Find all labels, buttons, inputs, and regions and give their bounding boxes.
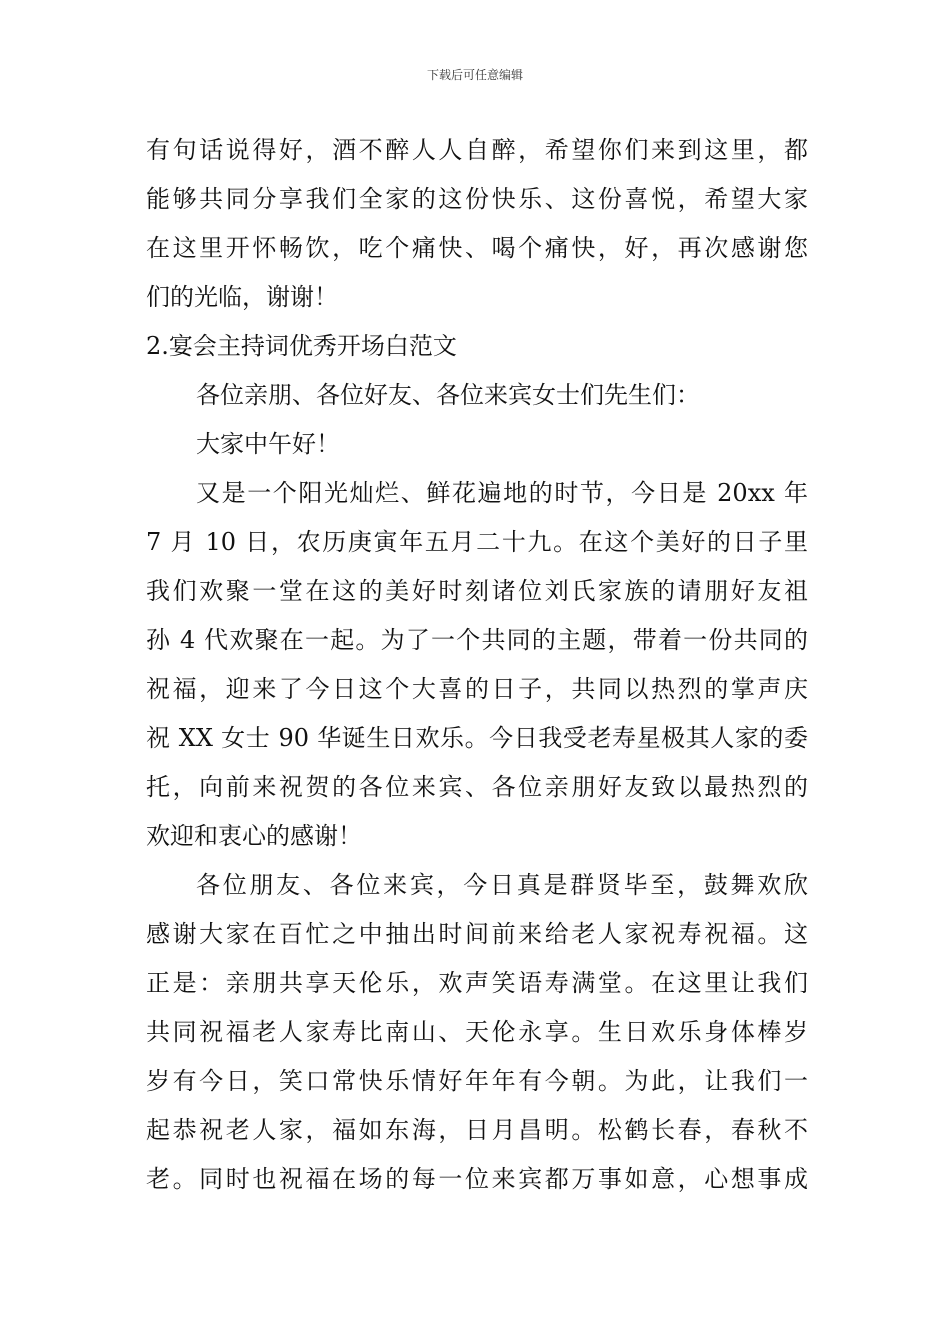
greeting: 大家中午好！ — [196, 430, 340, 458]
header-note: 下载后可任意编辑 — [426, 68, 523, 82]
text-line: 7 月 10 日，农历庚寅年五月二十九。在这个美好的日子里 — [146, 528, 808, 556]
text-line: 祝 XX 女士 90 华诞生日欢乐。今日我受老寿星极其人家的委 — [146, 724, 808, 752]
text-line: 正是：亲朋共享天伦乐，欢声笑语寿满堂。在这里让我们 — [146, 969, 808, 997]
text-line: 在这里开怀畅饮，吃个痛快、喝个痛快，好，再次感谢您 — [146, 234, 808, 262]
document-body — [146, 126, 808, 1204]
text-line: 欢迎和衷心的感谢！ — [146, 822, 362, 850]
text-line: 感谢大家在百忙之中抽出时间前来给老人家祝寿祝福。这 — [146, 920, 808, 948]
text-line: 各位朋友、各位来宾，今日真是群贤毕至，鼓舞欢欣 — [196, 871, 808, 899]
salutation: 各位亲朋、各位好友、各位来宾女士们先生们： — [196, 381, 700, 409]
text-line: 有句话说得好，酒不醉人人自醉，希望你们来到这里，都 — [146, 136, 808, 164]
text-line: 我们欢聚一堂在这的美好时刻诸位刘氏家族的请朋好友祖 — [146, 577, 808, 605]
text-line: 孙 4 代欢聚在一起。为了一个共同的主题，带着一份共同的 — [146, 626, 808, 654]
text-line: 能够共同分享我们全家的这份快乐、这份喜悦，希望大家 — [146, 185, 808, 213]
text-line: 又是一个阳光灿烂、鲜花遍地的时节，今日是 20xx 年 — [196, 479, 808, 507]
text-line: 们的光临，谢谢！ — [146, 283, 338, 311]
text-line: 起恭祝老人家，福如东海，日月昌明。松鹤长春，春秋不 — [146, 1116, 808, 1144]
text-line: 托，向前来祝贺的各位来宾、各位亲朋好友致以最热烈的 — [146, 773, 808, 801]
text-line: 老。同时也祝福在场的每一位来宾都万事如意，心想事成 — [146, 1165, 808, 1193]
text-line: 岁有今日，笑口常快乐情好年年有今朝。为此，让我们一 — [146, 1067, 808, 1095]
text-line: 祝福，迎来了今日这个大喜的日子，共同以热烈的掌声庆 — [146, 675, 808, 703]
section-heading: 2.宴会主持词优秀开场白范文 — [146, 332, 457, 360]
text-line: 共同祝福老人家寿比南山、天伦永享。生日欢乐身体棒岁 — [146, 1018, 808, 1046]
